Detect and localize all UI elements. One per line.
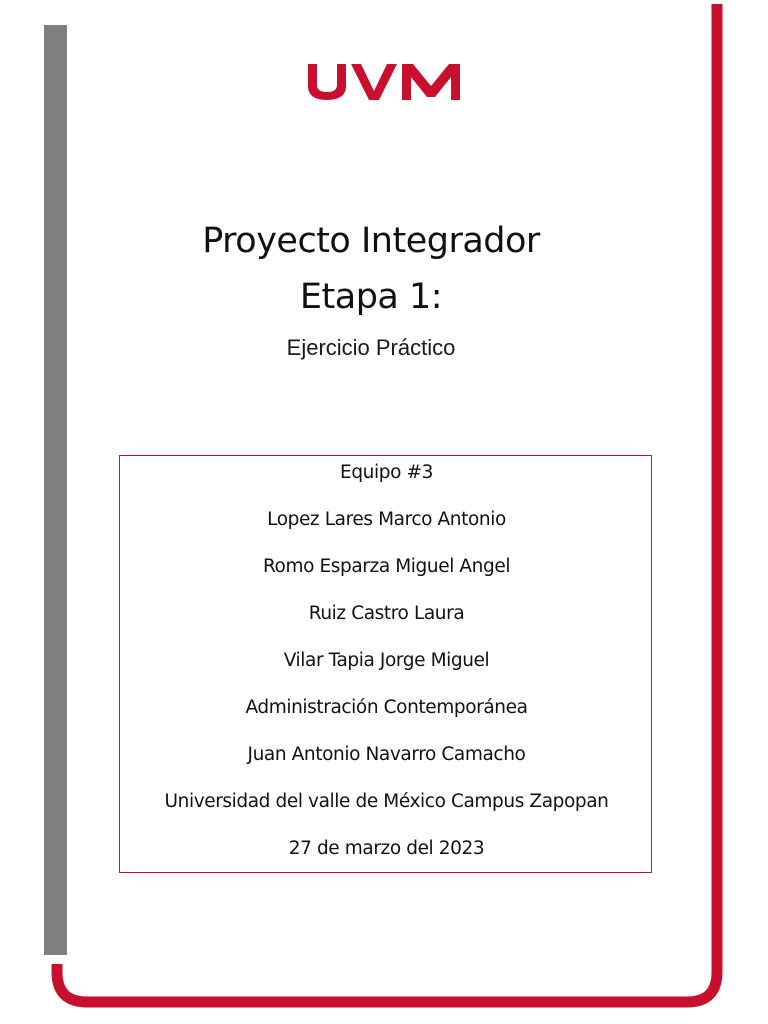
- stage-title: Etapa 1:: [299, 277, 443, 317]
- uvm-logo-mark: [305, 62, 463, 102]
- info-box: [119, 455, 652, 873]
- document-date: 27 de marzo del 2023: [288, 838, 485, 859]
- page-subtitle: Ejercicio Práctico: [286, 335, 456, 360]
- uvm-logo: [0, 62, 768, 102]
- member-name: Vilar Tapia Jorge Miguel: [283, 650, 490, 671]
- university-campus: Universidad del valle de México Campus Zapopan: [164, 791, 609, 812]
- course-name: Administración Contemporánea: [245, 697, 528, 718]
- member-name: Lopez Lares Marco Antonio: [267, 509, 506, 530]
- member-name: Ruiz Castro Laura: [308, 603, 465, 624]
- page-title: Proyecto Integrador: [202, 221, 540, 261]
- member-name: Romo Esparza Miguel Angel: [262, 556, 511, 577]
- team-label: Equipo #3: [340, 462, 433, 483]
- professor-name: Juan Antonio Navarro Camacho: [247, 744, 526, 765]
